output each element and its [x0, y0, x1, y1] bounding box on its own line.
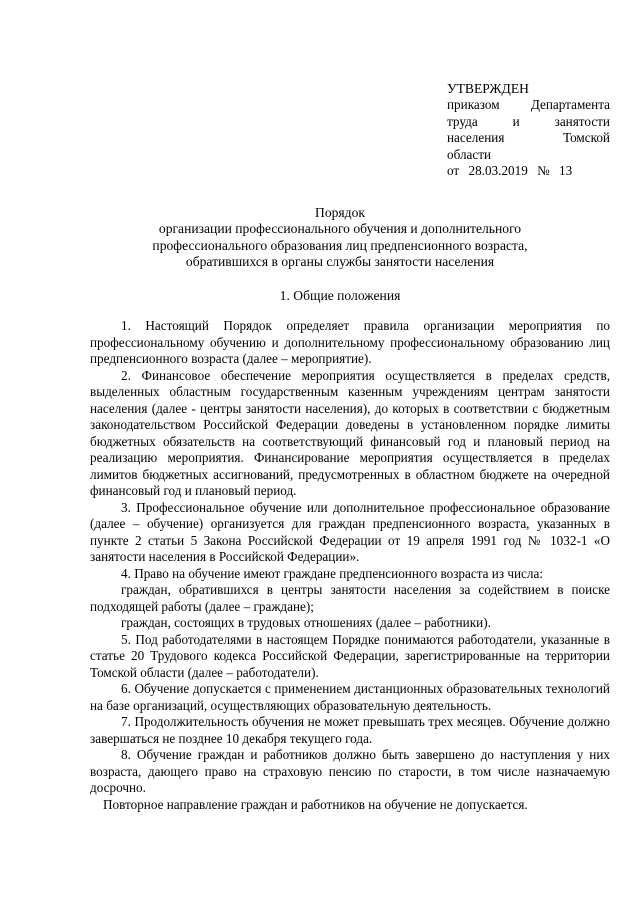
- title-line-3: профессионального образования лиц предпенсионного возраста,: [152, 237, 528, 253]
- paragraph-4: 4. Право на обучение имеют граждане предпенсионного возраста из числа:: [121, 565, 543, 581]
- paragraph-2: 2. Финансовое обеспечение мероприятия осуществляется в пределах средств, выделенных областным государственным казенным учреждениям центрам занятости населения (далее - центры занятости населения), до которых в соответствии с бюджетным законодательством Российской Федерации доведены в установленном порядке лимиты бюджетных обязательств на соответствующий финансовый год и плановый период на реализацию мероприятия. Финансирование мероприятия осуществляется в пределах лимитов бюджетных ассигнований, предусмотренных в областном бюджете на очередной финансовый год и плановый период.: [90, 367, 610, 498]
- approval-line-4: области: [447, 146, 492, 162]
- title-line-2: организации профессионального обучения и дополнительного: [158, 221, 522, 237]
- paragraph-1: 1. Настоящий Порядок определяет правила организации мероприятия по профессиональному обучению и дополнительному профессиональному образованию лиц предпенсионного возраста (далее – мероприятие).: [90, 318, 610, 366]
- paragraph-4-item-2: граждан, состоящих в трудовых отношениях (далее – работники).: [121, 615, 491, 630]
- paragraph-4-item-1: граждан, обратившихся в центры занятости населения за содействием в поиске подходящей работы (далее – граждане);: [90, 582, 610, 614]
- approval-stamp: [447, 81, 610, 179]
- approval-line-3: населения Томской: [447, 130, 610, 146]
- paragraph-7: 7. Продолжительность обучения не может превышать трех месяцев. Обучение должно завершаться не позднее 10 декабря текущего года.: [90, 714, 610, 746]
- paragraph-5: 5. Под работодателями в настоящем Порядке понимаются работодатели, указанные в статье 20 Трудового кодекса Российской Федерации, зарегистрированные на территории Томской области (далее – работодатели).: [90, 631, 610, 680]
- document-title: [80, 205, 600, 271]
- title-line-4: обратившихся в органы службы занятости населения: [185, 254, 495, 270]
- approval-line-2: труда и занятости: [447, 113, 610, 129]
- title-line-1: Порядок: [315, 205, 365, 220]
- paragraph-8-note: Повторное направление граждан и работников на обучение не допускается.: [103, 796, 528, 812]
- approval-line-1: приказом Департамента: [447, 97, 610, 113]
- document-body: [90, 318, 610, 813]
- approval-heading: УТВЕРЖДЕН: [447, 81, 529, 96]
- section-heading: 1. Общие положения: [279, 288, 401, 303]
- paragraph-8: 8. Обучение граждан и работников должно быть завершено до наступления у них возраста, дающего право на страховую пенсию по старости, в том числе назначаемую досрочно.: [90, 747, 610, 795]
- approval-date-number: от 28.03.2019 № 13: [447, 163, 573, 179]
- paragraph-3: 3. Профессиональное обучение или дополнительное профессиональное образование (далее – обучение) организуется для граждан предпенсионного возраста, указанных в пункте 2 статьи 5 Закона Российской Федерации от 19 апреля 1991 год № 1032-1 «О занятости населения в Российской Федерации».: [90, 499, 610, 564]
- paragraph-6: 6. Обучение допускается с применением дистанционных образовательных технологий на базе организаций, осуществляющих образовательную деятельность.: [90, 681, 610, 713]
